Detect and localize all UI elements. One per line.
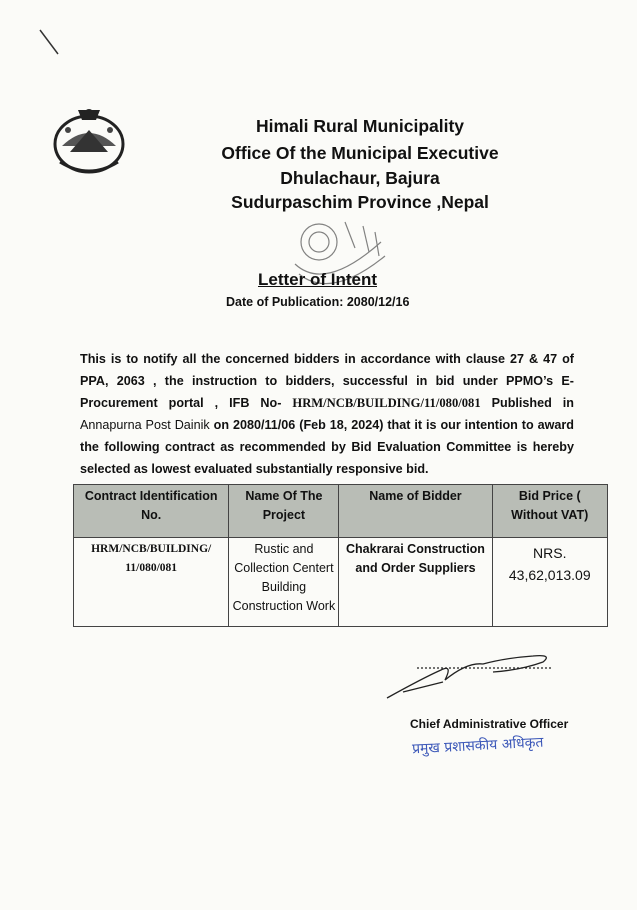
notice-text-1: This is to notify all the concerned bidders in accordance with clause 27 & 47 of PPA, 2063 , the instruction to bidders, successful in bid under PPMO’s E-Procurement portal , IFB No- (80, 352, 574, 410)
signatory-designation: Chief Administrative Officer (410, 717, 569, 731)
publication-date: Date of Publication: 2080/12/16 (226, 295, 410, 309)
cell-bid-price: NRS. 43,62,013.09 (492, 538, 607, 627)
nepal-emblem-logo (48, 100, 130, 176)
col-header-contract-id: Contract Identification No. (74, 485, 229, 538)
pen-mark (38, 28, 60, 56)
notice-text-2: Published in (491, 396, 575, 410)
ifb-number: HRM/NCB/BUILDING/11/080/081 (292, 396, 481, 410)
col-header-bid-price: Bid Price ( Without VAT) (492, 485, 607, 538)
signature (383, 648, 563, 706)
nepali-designation-stamp: प्रमुख प्रशासकीय अधिकृत (411, 734, 544, 758)
award-table (73, 484, 608, 627)
letter-title: Letter of Intent (258, 270, 377, 289)
col-header-project: Name Of The Project (229, 485, 339, 538)
office-stamp (285, 212, 393, 304)
col-header-bidder: Name of Bidder (339, 485, 492, 538)
cell-bidder: Chakrarai Construction and Order Suppliers (339, 538, 492, 627)
province-line: Sudurpaschim Province ,Nepal (231, 192, 489, 212)
notice-text-3: on 2080/11/06 (Feb 18, 2024) that it is our intention to award the following contract as recommended by Bid Evaluation Committee is hereby selected as lowest evaluated substantially responsive bid. (80, 418, 575, 476)
address-line: Dhulachaur, Bajura (280, 168, 440, 188)
table-row (74, 538, 608, 627)
table-header-row (74, 485, 608, 538)
newspaper-name: Annapurna Post Dainik (80, 418, 210, 432)
notice-paragraph (80, 348, 574, 480)
cell-project: Rustic and Collection Centert Building Construction Work (229, 538, 339, 627)
cell-contract-id: HRM/NCB/BUILDING/ 11/080/081 (74, 538, 229, 627)
office-name: Office Of the Municipal Executive (221, 143, 499, 163)
municipality-name: Himali Rural Municipality (255, 116, 465, 136)
